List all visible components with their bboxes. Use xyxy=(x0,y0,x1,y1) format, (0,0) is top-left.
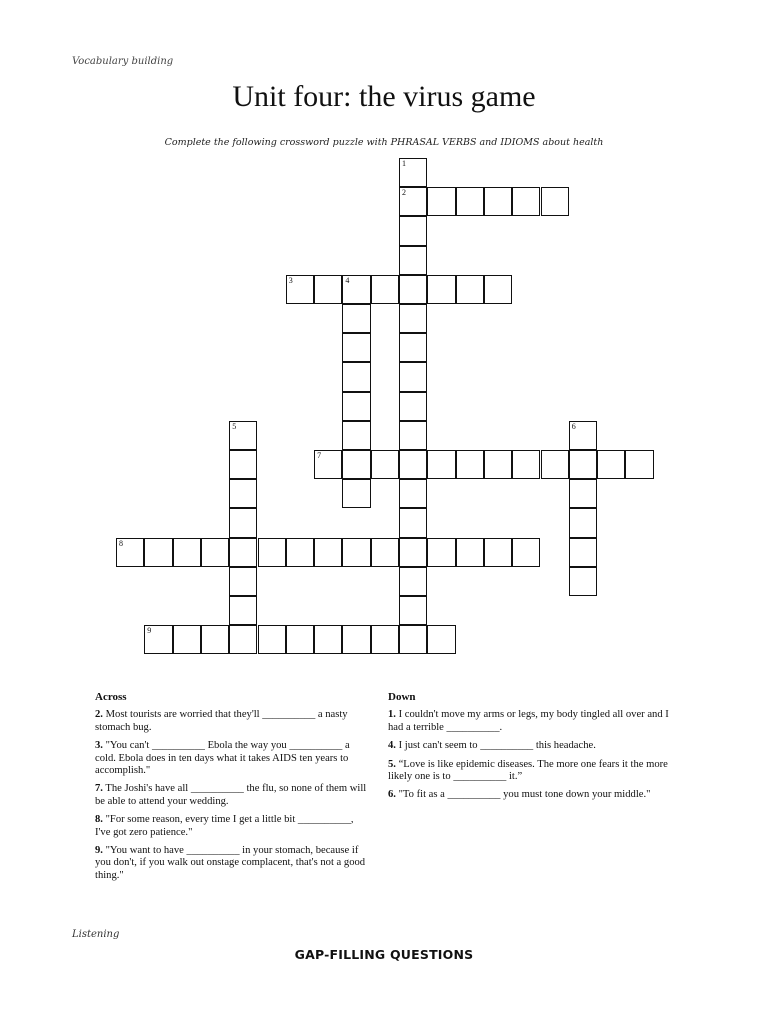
crossword-cell[interactable] xyxy=(512,187,540,216)
crossword-cell[interactable] xyxy=(399,567,427,596)
crossword-cell[interactable] xyxy=(371,538,399,567)
clue-number: 1. xyxy=(388,709,396,721)
crossword-cell[interactable] xyxy=(371,625,399,654)
crossword-cell[interactable] xyxy=(173,625,201,654)
crossword-cell[interactable] xyxy=(144,625,172,654)
crossword-cell[interactable] xyxy=(484,275,512,304)
crossword-cell[interactable] xyxy=(229,538,257,567)
instructions: Complete the following crossword puzzle with PHRASAL VERBS and IDIOMS about health xyxy=(164,137,604,148)
across-clue xyxy=(95,740,367,777)
crossword-cell[interactable] xyxy=(569,421,597,450)
crossword-cell[interactable] xyxy=(399,158,427,187)
crossword-cell[interactable] xyxy=(258,538,286,567)
crossword-cell[interactable] xyxy=(201,538,229,567)
clue-text: Most tourists are worried that they'll __________ a nasty stomach bug. xyxy=(95,709,348,733)
clue-text: "To fit as a __________ you must tone down your middle." xyxy=(395,789,651,801)
crossword-cell[interactable] xyxy=(229,479,257,508)
across-heading: Across xyxy=(95,691,127,703)
crossword-cell[interactable] xyxy=(314,538,342,567)
crossword-cell[interactable] xyxy=(399,333,427,362)
crossword-cell[interactable] xyxy=(342,625,370,654)
clue-number: 4. xyxy=(388,740,396,752)
crossword-cell[interactable] xyxy=(399,216,427,245)
clue-number: 9. xyxy=(95,845,103,857)
clue-number: 1 xyxy=(402,159,406,168)
clue-number: 3 xyxy=(288,275,293,285)
clue-number: 5 xyxy=(232,421,237,431)
section-tag-listening: Listening xyxy=(72,929,120,940)
crossword-cell[interactable] xyxy=(342,362,370,391)
crossword-cell[interactable] xyxy=(427,275,455,304)
crossword-cell[interactable] xyxy=(512,538,540,567)
down-heading: Down xyxy=(388,691,416,703)
crossword-cell[interactable] xyxy=(399,304,427,333)
clue-number: 3. xyxy=(95,740,103,752)
crossword-cell[interactable] xyxy=(541,450,569,479)
across-clue xyxy=(95,783,367,808)
crossword-cell[interactable] xyxy=(512,450,540,479)
clue-text: The Joshi's have all __________ the flu, so none of them will be able to attend your wedding. xyxy=(95,783,367,807)
clue-number: 2. xyxy=(95,709,103,721)
crossword-cell[interactable] xyxy=(625,450,653,479)
clue-number: 2 xyxy=(402,188,406,198)
crossword-cell[interactable] xyxy=(399,362,427,391)
crossword-cell[interactable] xyxy=(342,392,370,421)
crossword-cell[interactable] xyxy=(456,275,484,304)
crossword-cell[interactable] xyxy=(229,450,257,479)
crossword-cell[interactable] xyxy=(427,187,455,216)
crossword-cell[interactable] xyxy=(597,450,625,479)
crossword-cell[interactable] xyxy=(229,567,257,596)
clue-number: 4 xyxy=(345,275,350,285)
crossword-cell[interactable] xyxy=(569,567,597,596)
crossword-cell[interactable] xyxy=(342,479,370,508)
clue-number: 5. xyxy=(388,758,396,770)
crossword-cell[interactable] xyxy=(229,508,257,537)
section-tag: Vocabulary building xyxy=(72,56,174,67)
clue-text: I couldn't move my arms or legs, my body tingled all over and I had a terrible __________. xyxy=(388,709,669,733)
crossword-cell[interactable] xyxy=(342,450,370,479)
crossword-cell[interactable] xyxy=(229,421,257,450)
crossword-cell[interactable] xyxy=(342,275,370,304)
crossword-cell[interactable] xyxy=(484,187,512,216)
crossword-cell[interactable] xyxy=(314,275,342,304)
clue-number: 8. xyxy=(95,814,103,826)
clue-number: 7 xyxy=(317,451,322,460)
clue-text: “Love is like epidemic diseases. The more one fears it the more likely one is to __________ it.” xyxy=(388,758,668,783)
crossword-cell[interactable] xyxy=(456,450,484,479)
crossword-cell[interactable] xyxy=(484,538,512,567)
crossword-cell[interactable] xyxy=(569,479,597,508)
crossword-cell[interactable] xyxy=(229,625,257,654)
crossword-cell[interactable] xyxy=(144,538,172,567)
crossword-cell[interactable] xyxy=(399,421,427,450)
crossword-cell[interactable] xyxy=(342,333,370,362)
crossword-cell[interactable] xyxy=(456,538,484,567)
crossword-cell[interactable] xyxy=(314,450,342,479)
crossword-cell[interactable] xyxy=(541,187,569,216)
crossword-cell[interactable] xyxy=(399,538,427,567)
crossword-cell[interactable] xyxy=(569,538,597,567)
clue-text: I just can't seem to __________ this headache. xyxy=(395,740,596,752)
crossword-cell[interactable] xyxy=(116,538,144,567)
down-clues xyxy=(388,691,670,808)
crossword-cell[interactable] xyxy=(399,450,427,479)
down-clue xyxy=(388,740,670,752)
crossword-cell[interactable] xyxy=(427,450,455,479)
crossword-cell[interactable] xyxy=(371,450,399,479)
crossword-cell[interactable] xyxy=(258,625,286,654)
down-clue xyxy=(388,759,670,784)
crossword-cell[interactable] xyxy=(456,187,484,216)
crossword-cell[interactable] xyxy=(201,625,229,654)
crossword-cell[interactable] xyxy=(399,508,427,537)
across-clue xyxy=(95,709,367,734)
crossword-cell[interactable] xyxy=(399,392,427,421)
crossword-cell[interactable] xyxy=(286,538,314,567)
crossword-cell[interactable] xyxy=(399,625,427,654)
clue-text: "You want to have __________ in your stomach, because if you don't, if you walk out onstage complacent, that's not a good thing." xyxy=(95,845,366,881)
clue-number: 9 xyxy=(147,626,152,636)
clue-number: 6. xyxy=(388,789,396,801)
crossword-cell[interactable] xyxy=(371,275,399,304)
crossword-cell[interactable] xyxy=(286,275,314,304)
crossword-cell[interactable] xyxy=(342,421,370,450)
clue-text: "You can't __________ Ebola the way you __________ a cold. Ebola does in ten days what it takes AIDS ten years to accomplish." xyxy=(95,740,350,777)
crossword-cell[interactable] xyxy=(427,538,455,567)
crossword-cell[interactable] xyxy=(484,450,512,479)
clue-number: 6 xyxy=(571,421,576,431)
crossword-cell[interactable] xyxy=(342,304,370,333)
crossword-cell[interactable] xyxy=(229,596,257,625)
crossword-cell[interactable] xyxy=(427,625,455,654)
crossword-cell[interactable] xyxy=(569,508,597,537)
crossword-cell[interactable] xyxy=(569,450,597,479)
crossword-cell[interactable] xyxy=(399,275,427,304)
crossword-cell[interactable] xyxy=(399,246,427,275)
crossword-cell[interactable] xyxy=(173,538,201,567)
down-clue xyxy=(388,789,670,801)
crossword-cell[interactable] xyxy=(399,187,427,216)
down-clue xyxy=(388,709,670,734)
crossword-cell[interactable] xyxy=(342,538,370,567)
crossword-cell[interactable] xyxy=(314,625,342,654)
across-clue xyxy=(95,845,367,882)
clue-number: 8 xyxy=(119,538,123,548)
crossword-cell[interactable] xyxy=(399,479,427,508)
section-heading: GAP-FILLING QUESTIONS xyxy=(294,947,474,962)
crossword-cell[interactable] xyxy=(286,625,314,654)
page-title: Unit four: the virus game xyxy=(232,80,536,113)
clue-text: "For some reason, every time I get a little bit __________, I've got zero patience." xyxy=(95,814,354,838)
across-clues xyxy=(95,691,367,888)
crossword-cell[interactable] xyxy=(399,596,427,625)
across-clue xyxy=(95,814,367,839)
clue-number: 7. xyxy=(95,783,103,795)
